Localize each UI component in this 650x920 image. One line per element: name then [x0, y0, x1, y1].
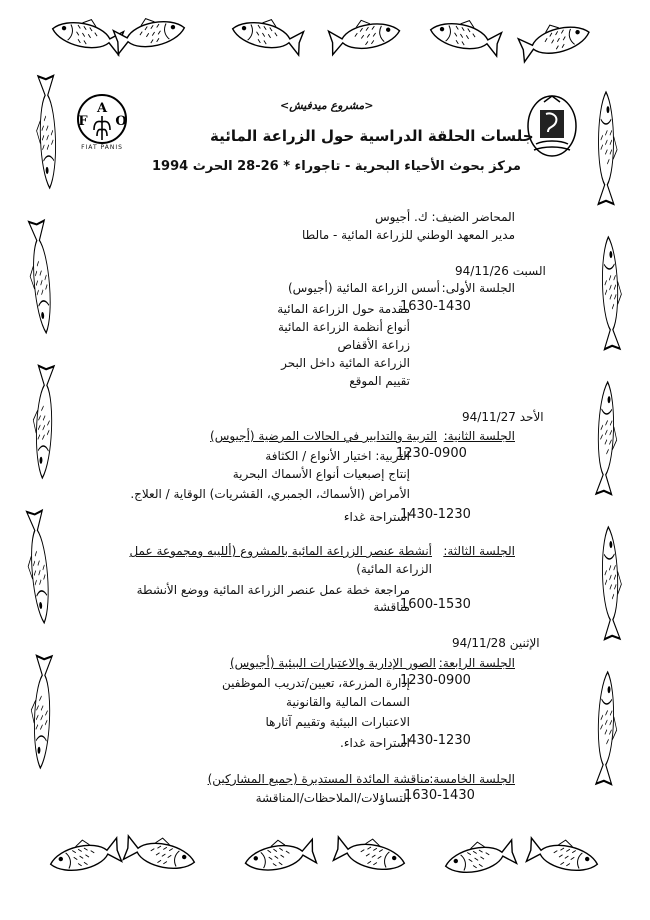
session-label: الجلسة الرابعة: — [438, 656, 515, 670]
list-item: التساؤلات/الملاحظات/المناقشة — [255, 791, 410, 805]
session-label: الجلسة الثانية: — [443, 429, 515, 443]
list-item: الزراعة المائية داخل البحر — [281, 356, 410, 370]
list-item: أنواع أنظمة الزراعة المائية — [277, 320, 410, 334]
list-item: إدارة المزرعة، تعيين/تدريب الموظفين — [222, 676, 410, 690]
session-title-cont: الزراعة المائية) — [356, 562, 432, 576]
session-label: الجلسة الخامسة: — [429, 772, 515, 786]
list-item: زراعة الأقفاص — [337, 338, 410, 352]
session-time: 1600-1530 — [400, 597, 471, 612]
list-item: إنتاج إصبعيات أنواع الأسماك البحرية — [232, 467, 410, 481]
list-item: تقييم الموقع — [349, 374, 410, 388]
lecturer-label: المحاضر الضيف: ك. أجيوس — [375, 210, 515, 224]
session-label: الجلسة الثالثة: — [443, 544, 515, 558]
session-title: أسس الزراعة المائية (أجيوس) — [287, 281, 440, 295]
svg-text:A: A — [96, 101, 108, 116]
session-title: مناقشة المائدة المستديرة (جميع المشاركين) — [207, 772, 430, 786]
list-item: مقدمة حول الزراعة المائية — [277, 302, 410, 316]
fish-right-column — [596, 92, 623, 784]
session-label: الجلسة الأولى: — [441, 281, 515, 295]
svg-text:F: F — [78, 114, 88, 129]
svg-text:O: O — [115, 114, 127, 129]
break-time: 1430-1230 — [400, 507, 471, 522]
day-date: الأحد 94/11/27 — [462, 410, 544, 424]
fao-logo — [72, 92, 132, 156]
day-date: السبت 94/11/26 — [455, 264, 546, 278]
lecturer-role: مدير المعهد الوطني للزراعة المائية - مالطا — [301, 228, 515, 242]
list-item: الاعتبارات البيئية وتقييم آثارها — [265, 715, 410, 729]
session-time: 1230-0900 — [396, 446, 467, 461]
session-time: 1230-0900 — [400, 673, 471, 688]
list-item: الأمراض (الأسماك، الجمبري، القشريات) الوقاية / العلاج. — [130, 487, 410, 501]
break-label: استراحة غداء. — [340, 736, 410, 750]
page-title: جلسات الحلقة الدراسية حول الزراعة المائية — [210, 127, 534, 145]
project-name: <مشروع ميدفيش> — [280, 99, 374, 112]
break-label: استراحة غداء — [343, 510, 410, 524]
session-title: أنشطة عنصر الزراعة المائية بالمشروع (ألليبه ومجموعة عمل — [129, 544, 432, 558]
list-item: السمات المالية والقانونية — [286, 695, 410, 709]
fish-top-row — [50, 11, 592, 62]
session-time: 1630-1430 — [404, 788, 475, 803]
fish-bottom-row — [47, 831, 601, 878]
session-title: التربية والتدابير في الحالات المرضية (أجيوس) — [210, 429, 437, 443]
list-item: التربية: اختيار الأنواع / الكثافة — [265, 449, 410, 463]
session-title: الصور الإدارية والاعتبارات البيئية (أجيوس) — [229, 656, 436, 670]
fao-motto: FIAT PANIS — [81, 144, 123, 151]
break-time: 1430-1230 — [400, 733, 471, 748]
fish-left-column — [23, 76, 57, 768]
discussion-label: مناقشة — [373, 600, 410, 614]
day-date: الإثنين 94/11/28 — [452, 636, 540, 650]
venue-line: مركز بحوث الأحياء البحرية - تاجوراء * 26-28 الحرث 1994 — [152, 159, 521, 174]
session-time: 1630-1430 — [400, 299, 471, 314]
list-item: مراجعة خطة عمل عنصر الزراعة المائية ووضع الأنشطة — [136, 583, 410, 597]
